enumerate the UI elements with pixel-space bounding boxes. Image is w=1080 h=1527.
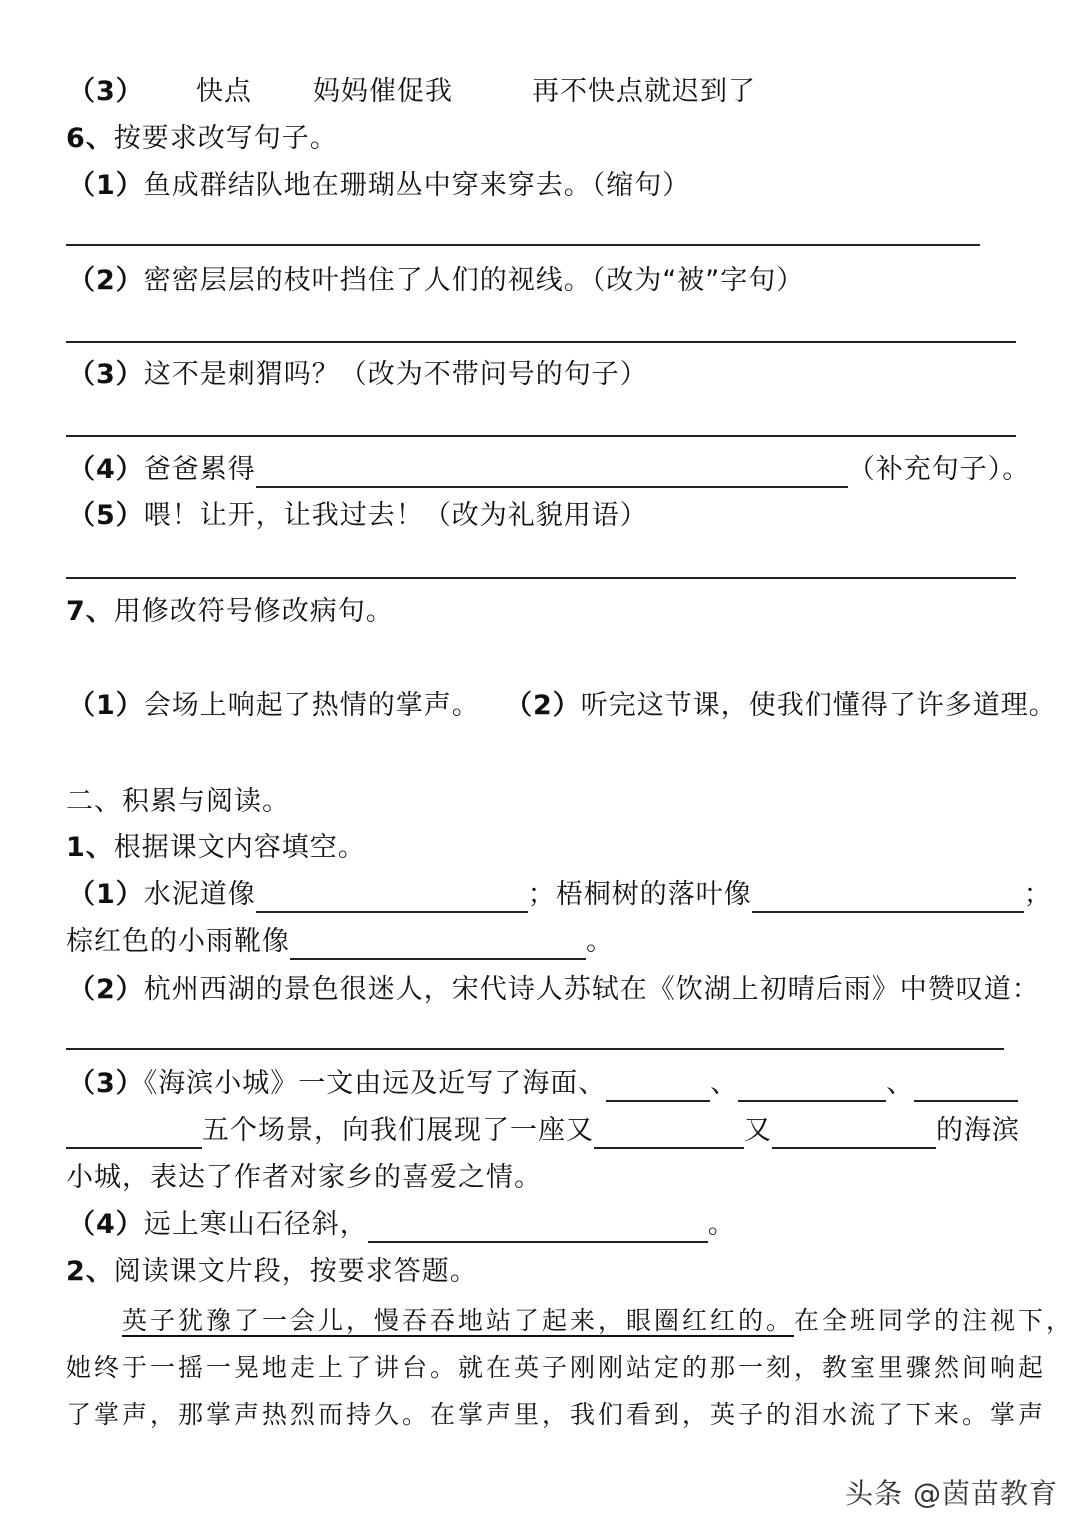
watermark: 头条 @茵苗教育 xyxy=(845,1477,1058,1510)
q6-item-1: （1）鱼成群结队地在珊瑚丛中穿来穿去。（缩句） xyxy=(68,170,691,201)
passage-line-2: 她终于一摇一晃地走上了讲台。就在英子刚刚站定的那一刻，教室里骤然间响起 xyxy=(66,1353,1047,1382)
passage-line-1: 英子犹豫了一会儿，慢吞吞地站了起来，眼圈红红的。在全班同学的注视下， xyxy=(122,1306,1075,1335)
s2-q1-item-4: （4）远上寒山石径斜， 。 xyxy=(68,1207,736,1243)
answer-line-q6-3[interactable] xyxy=(66,435,1016,437)
q6-item-3: （3）这不是刺猬吗？（改为不带问号的句子） xyxy=(68,359,648,390)
s2-q2-title: 2、阅读课文片段，按要求答题。 xyxy=(66,1256,478,1287)
q6-item-4: （4）爸爸累得 （补充句子）。 xyxy=(68,452,1030,488)
s2-q1-title: 1、根据课文内容填空。 xyxy=(66,832,366,863)
s2-q1-item-3-end: 小城，表达了作者对家乡的喜爱之情。 xyxy=(66,1162,542,1193)
word-2: 妈妈催促我 xyxy=(313,76,453,107)
s2-q1-item-1: （1）水泥道像 ；梧桐树的落叶像 ； xyxy=(68,877,1052,913)
answer-line-s2q1-2[interactable] xyxy=(66,1048,1004,1050)
fill-blank[interactable] xyxy=(772,1117,936,1149)
fill-blank[interactable] xyxy=(752,881,1024,913)
word-1: 快点 xyxy=(196,76,252,107)
item-label: （3） xyxy=(68,76,144,107)
fill-blank[interactable] xyxy=(738,1070,886,1102)
fill-blank[interactable] xyxy=(594,1117,744,1149)
q7-title: 7、用修改符号修改病句。 xyxy=(66,596,394,627)
q7-item-2: （2）听完这节课，使我们懂得了许多道理。 xyxy=(505,690,1057,721)
q6-item-5: （5）喂！让开，让我过去！（改为礼貌用语） xyxy=(68,500,648,531)
s2-q1-item-1-cont: 棕红色的小雨靴像 。 xyxy=(66,924,614,960)
section-2-title: 二、积累与阅读。 xyxy=(66,786,290,817)
answer-line-q6-5[interactable] xyxy=(66,577,1016,579)
q6-title: 6、按要求改写句子。 xyxy=(66,123,338,154)
q6-item-2: （2）密密层层的枝叶挡住了人们的视线。（改为“被”字句） xyxy=(68,265,805,296)
q7-item-1: （1）会场上响起了热情的掌声。 xyxy=(68,690,480,721)
answer-line-q6-2[interactable] xyxy=(66,341,1016,343)
fill-blank[interactable] xyxy=(290,928,586,960)
passage-line-3: 了掌声，那掌声热烈而持久。在掌声里，我们看到，英子的泪水流了下来。掌声 xyxy=(66,1400,1047,1429)
s2-q1-item-3: （3）《海滨小城》一文由远及近写了海面、 、 、 xyxy=(68,1066,1018,1102)
word-3: 再不快点就迟到了 xyxy=(532,76,756,107)
q5-item-3 xyxy=(68,74,144,110)
underlined-sentence: 英子犹豫了一会儿，慢吞吞地站了起来，眼圈红红的。 xyxy=(122,1306,795,1335)
fill-blank[interactable] xyxy=(256,881,528,913)
s2-q1-item-3-cont: 五个场景，向我们展现了一座又 又 的海滨 xyxy=(66,1113,1020,1149)
fill-blank[interactable] xyxy=(914,1070,1018,1102)
fill-blank[interactable] xyxy=(606,1070,710,1102)
fill-blank[interactable] xyxy=(368,1211,708,1243)
fill-blank[interactable] xyxy=(66,1117,202,1149)
fill-blank[interactable] xyxy=(256,456,848,488)
answer-line-q6-1[interactable] xyxy=(66,244,980,246)
s2-q1-item-2: （2）杭州西湖的景色很迷人，宋代诗人苏轼在《饮湖上初晴后雨》中赞叹道： xyxy=(68,974,1040,1005)
